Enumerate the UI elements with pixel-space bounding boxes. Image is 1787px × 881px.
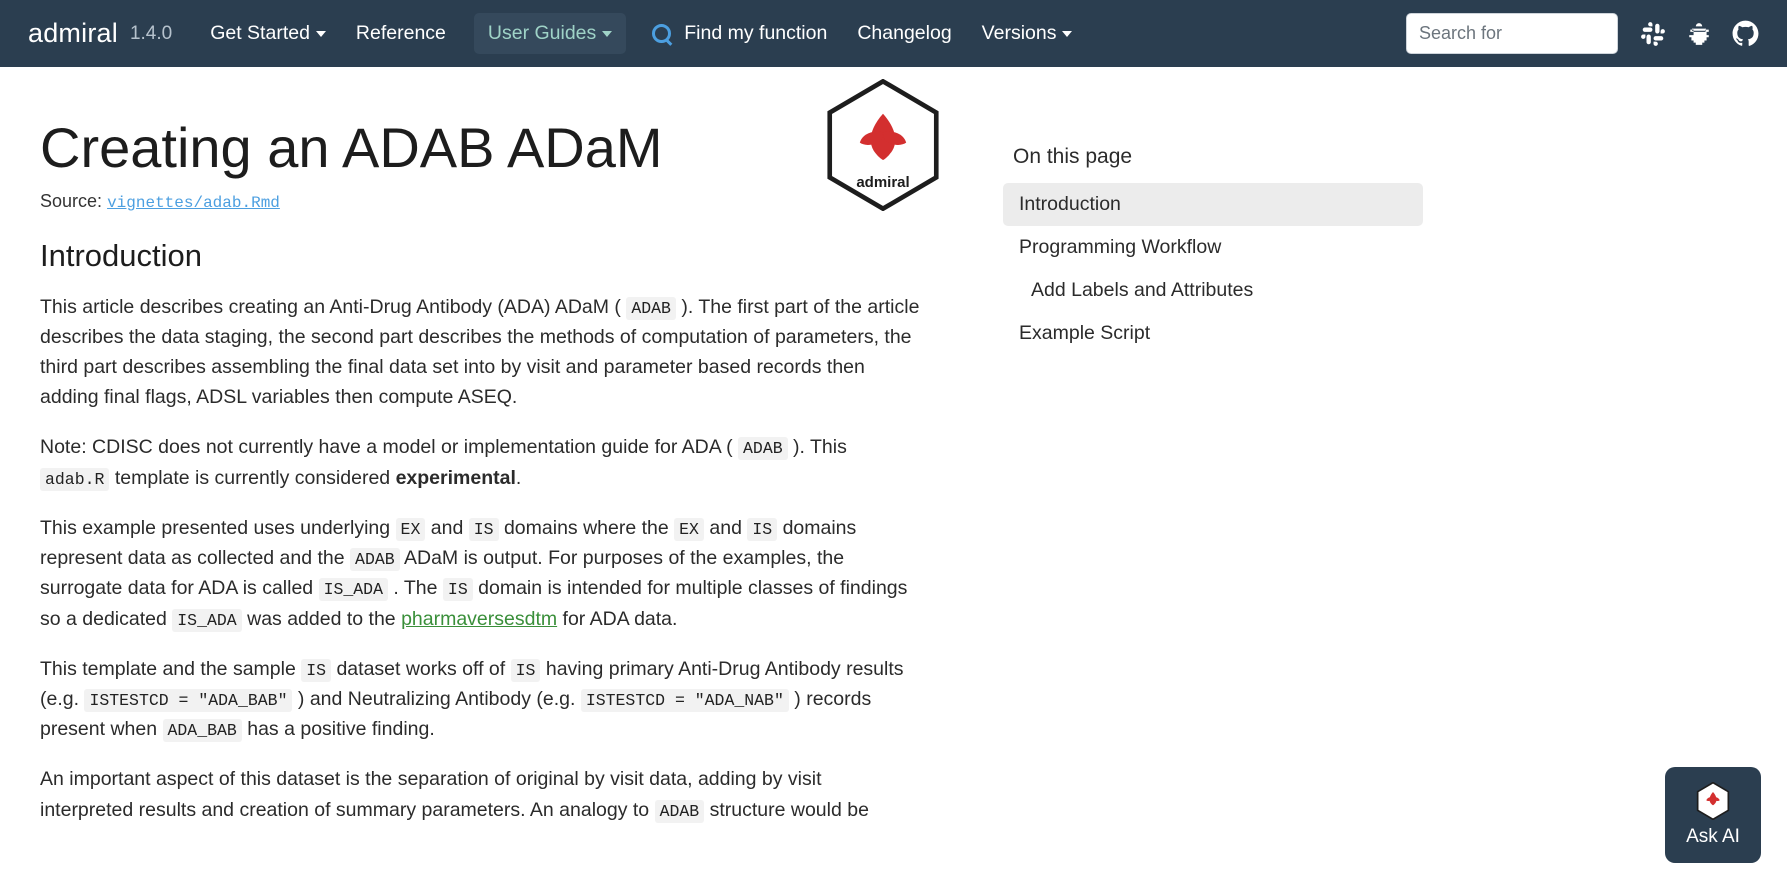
- source-file-link[interactable]: vignettes/adab.Rmd: [107, 193, 280, 212]
- paragraph-text: having primary Anti-Drug Antibody results (e.g.: [40, 657, 904, 710]
- toc-item-introduction[interactable]: Introduction: [1003, 183, 1423, 226]
- nav-item-label: User Guides: [487, 22, 597, 44]
- inline-code: ISTESTCD = "ADA_BAB": [84, 689, 292, 712]
- bold-text: experimental: [395, 466, 516, 489]
- paragraph-text: This article describes creating an Anti-Drug Antibody (ADA) ADaM (: [40, 295, 627, 318]
- github-icon[interactable]: [1732, 20, 1759, 47]
- slack-icon[interactable]: [1640, 21, 1666, 47]
- paragraph-text: ) and Neutralizing Antibody (e.g.: [292, 688, 581, 710]
- toc-item-add-labels-and-attributes[interactable]: Add Labels and Attributes: [1031, 279, 1254, 301]
- chevron-down-icon: [1062, 31, 1072, 37]
- paragraph-text: template is currently considered: [109, 466, 396, 489]
- nav-item-changelog[interactable]: Changelog: [857, 22, 952, 44]
- article-paragraphs: [40, 292, 963, 825]
- paragraph-text: domains where the: [498, 516, 675, 539]
- nav-item-label: Versions: [981, 22, 1057, 44]
- paragraph-text: and: [703, 516, 748, 539]
- paragraph-text: ). This: [787, 436, 847, 459]
- brand-name[interactable]: admiral: [28, 18, 118, 48]
- chevron-down-icon: [602, 31, 612, 37]
- nav-item-user-guides[interactable]: [474, 13, 626, 54]
- paragraph-text: Note: CDISC does not currently have a model or implementation guide for ADA (: [40, 436, 739, 459]
- nav-item-versions[interactable]: [980, 16, 1075, 51]
- inline-code: EX: [396, 518, 426, 541]
- paragraph-text: This example presented uses underlying: [40, 516, 396, 539]
- nav-item-reference[interactable]: Reference: [355, 22, 446, 44]
- inline-code: adab.R: [40, 468, 109, 491]
- article-paragraph: [40, 513, 920, 634]
- paragraph-text: ADaM is output. For purposes of the examples, the surrogate data for ADA is called: [40, 547, 845, 600]
- inline-code: EX: [674, 518, 704, 541]
- magnifier-icon: [652, 24, 671, 43]
- paragraph-text: was added to the: [241, 607, 402, 630]
- section-heading-introduction: Introduction: [40, 237, 202, 273]
- paragraph-text: . The: [388, 577, 443, 600]
- inline-link[interactable]: pharmaversesdtm: [401, 607, 558, 630]
- admiral-mini-hex-icon: [1696, 782, 1730, 820]
- paragraph-text: An important aspect of this dataset is the separation of original by visit data, adding by visit interpreted results and creation of summary parameters. An analogy to: [40, 768, 822, 821]
- admiral-hex-logo: [825, 79, 941, 211]
- hex-outline-icon: [825, 79, 941, 211]
- toc-item-programming-workflow[interactable]: Programming Workflow: [1019, 236, 1222, 258]
- nav-item-label: Get Started: [210, 22, 310, 44]
- inline-code: ADAB: [350, 548, 400, 571]
- hex-logo-label: admiral: [856, 174, 910, 191]
- paragraph-text: structure would be: [704, 798, 869, 821]
- nav-item-find-my-function[interactable]: [652, 16, 829, 51]
- inline-code: IS: [443, 578, 473, 601]
- bug-icon[interactable]: [1686, 21, 1712, 47]
- chevron-down-icon: [316, 31, 326, 37]
- article-paragraph: [40, 432, 920, 492]
- paragraph-text: and: [425, 516, 469, 539]
- ask-ai-label: Ask AI: [1686, 826, 1740, 847]
- inline-code: IS: [301, 659, 331, 682]
- inline-code: ISTESTCD = "ADA_NAB": [581, 689, 789, 712]
- paragraph-text: has a positive finding.: [241, 718, 435, 741]
- inline-code: IS_ADA: [319, 578, 388, 601]
- page-title: Creating an ADAB ADaM: [40, 116, 663, 179]
- paragraph-text: ) records present when: [40, 688, 872, 741]
- inline-code: ADAB: [738, 437, 788, 460]
- inline-code: ADAB: [655, 800, 705, 823]
- brand-version: 1.4.0: [129, 22, 173, 44]
- article-paragraph: [40, 654, 920, 745]
- toc-title: On this page: [1013, 145, 1133, 168]
- article-paragraph: [40, 764, 920, 824]
- paragraph-text: domain is intended for multiple classes of findings so a dedicated: [40, 577, 908, 630]
- source-label: Source:: [40, 190, 103, 211]
- top-navbar: [0, 0, 1787, 67]
- inline-code: IS: [747, 518, 777, 541]
- article-paragraph: [40, 292, 920, 413]
- paragraph-text: This template and the sample: [40, 657, 302, 680]
- inline-code: ADA_BAB: [163, 719, 242, 742]
- paragraph-text: .: [515, 466, 522, 489]
- navbar-icon-group: [1640, 20, 1759, 47]
- search-input[interactable]: [1406, 13, 1618, 54]
- paragraph-text: for ADA data.: [557, 607, 678, 630]
- search-placeholder: Search for: [1419, 23, 1503, 43]
- inline-code: IS_ADA: [172, 609, 241, 632]
- toc-item-example-script[interactable]: Example Script: [1019, 322, 1151, 344]
- main-content: [0, 67, 1003, 845]
- table-of-contents: [1003, 67, 1423, 845]
- inline-code: IS: [511, 659, 541, 682]
- ask-ai-button[interactable]: [1665, 767, 1761, 863]
- nav-item-get-started[interactable]: [208, 16, 328, 51]
- paragraph-text: dataset works off of: [331, 657, 511, 680]
- paragraph-text: domains represent data as collected and the: [40, 516, 857, 570]
- nav-item-label: Find my function: [684, 22, 828, 44]
- paragraph-text: ). The first part of the article describes the data staging, the second part describes the methods of computation of parameters, the third part describes assembling the final data set into by visit and parameter based records then adding final flags, ADSL variables then compute ASEQ.: [40, 295, 920, 409]
- inline-code: IS: [469, 518, 499, 541]
- inline-code: ADAB: [626, 297, 676, 320]
- page-body: [0, 67, 1787, 845]
